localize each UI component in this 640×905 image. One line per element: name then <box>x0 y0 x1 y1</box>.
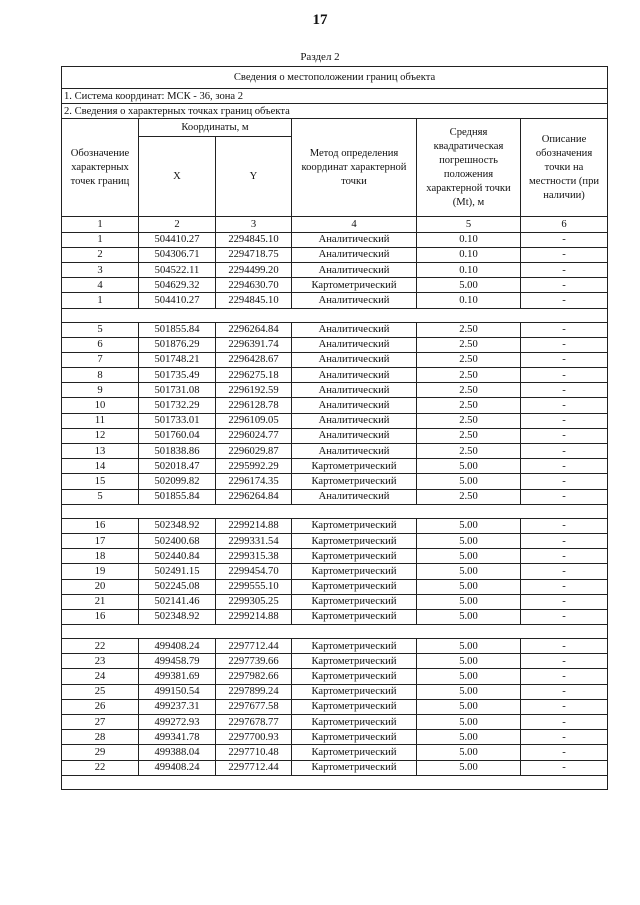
coord-x: 499381.69 <box>139 669 216 684</box>
coord-x: 499341.78 <box>139 730 216 745</box>
coord-x: 499458.79 <box>139 654 216 669</box>
error: 5.00 <box>417 594 521 609</box>
method: Аналитический <box>292 262 417 277</box>
coord-y: 2299555.10 <box>216 579 292 594</box>
point-number: 29 <box>62 745 139 760</box>
boundary-points-table <box>61 66 608 790</box>
coord-x: 502099.82 <box>139 474 216 489</box>
point-number: 15 <box>62 474 139 489</box>
error: 5.00 <box>417 669 521 684</box>
coord-x: 502491.15 <box>139 564 216 579</box>
coord-x: 501733.01 <box>139 413 216 428</box>
error: 2.50 <box>417 413 521 428</box>
method: Картометрический <box>292 549 417 564</box>
coord-x: 502348.92 <box>139 518 216 533</box>
table-row <box>62 489 608 504</box>
error: 0.10 <box>417 232 521 247</box>
point-number: 28 <box>62 730 139 745</box>
coord-y: 2296029.87 <box>216 444 292 459</box>
error: 5.00 <box>417 474 521 489</box>
point-number: 1 <box>62 293 139 308</box>
table-row <box>62 293 608 308</box>
description: - <box>521 654 608 669</box>
description: - <box>521 730 608 745</box>
point-number: 24 <box>62 669 139 684</box>
error: 2.50 <box>417 337 521 352</box>
method: Картометрический <box>292 745 417 760</box>
method: Картометрический <box>292 474 417 489</box>
description: - <box>521 322 608 337</box>
table-row <box>62 444 608 459</box>
table-row <box>62 262 608 277</box>
table-row <box>62 699 608 714</box>
method: Картометрический <box>292 459 417 474</box>
table-row <box>62 352 608 367</box>
group-separator-row <box>62 504 608 518</box>
table-row <box>62 760 608 775</box>
method: Картометрический <box>292 699 417 714</box>
table-row <box>62 413 608 428</box>
coord-y: 2297982.66 <box>216 669 292 684</box>
description: - <box>521 428 608 443</box>
error: 2.50 <box>417 352 521 367</box>
description: - <box>521 368 608 383</box>
description: - <box>521 489 608 504</box>
description: - <box>521 337 608 352</box>
table-row <box>62 594 608 609</box>
coord-y: 2299331.54 <box>216 533 292 548</box>
method: Картометрический <box>292 669 417 684</box>
method: Картометрический <box>292 609 417 624</box>
coord-x: 499388.04 <box>139 745 216 760</box>
point-number: 7 <box>62 352 139 367</box>
point-number: 18 <box>62 549 139 564</box>
table-row <box>62 368 608 383</box>
description: - <box>521 518 608 533</box>
coord-y: 2297710.48 <box>216 745 292 760</box>
header-x: X <box>139 137 216 217</box>
coord-y: 2297899.24 <box>216 684 292 699</box>
coord-x: 504410.27 <box>139 293 216 308</box>
method: Картометрический <box>292 594 417 609</box>
description: - <box>521 609 608 624</box>
coord-x: 504306.71 <box>139 247 216 262</box>
error: 2.50 <box>417 398 521 413</box>
coord-x: 499272.93 <box>139 715 216 730</box>
table-row <box>62 232 608 247</box>
coord-y: 2296174.35 <box>216 474 292 489</box>
description: - <box>521 459 608 474</box>
table-row <box>62 428 608 443</box>
point-number: 16 <box>62 518 139 533</box>
coord-y: 2296024.77 <box>216 428 292 443</box>
group-separator-row <box>62 625 608 639</box>
coord-x: 499237.31 <box>139 699 216 714</box>
point-number: 8 <box>62 368 139 383</box>
point-number: 25 <box>62 684 139 699</box>
coord-y: 2296128.78 <box>216 398 292 413</box>
description: - <box>521 398 608 413</box>
section-label: Раздел 2 <box>300 51 340 63</box>
coord-x: 504522.11 <box>139 262 216 277</box>
description: - <box>521 639 608 654</box>
coord-x: 504410.27 <box>139 232 216 247</box>
coord-y: 2294499.20 <box>216 262 292 277</box>
description: - <box>521 262 608 277</box>
coord-x: 501855.84 <box>139 489 216 504</box>
error: 5.00 <box>417 684 521 699</box>
description: - <box>521 549 608 564</box>
separator-cell <box>62 625 608 639</box>
method: Аналитический <box>292 444 417 459</box>
coord-x: 499408.24 <box>139 760 216 775</box>
method: Картометрический <box>292 278 417 293</box>
description: - <box>521 564 608 579</box>
method: Картометрический <box>292 760 417 775</box>
coord-x: 501876.29 <box>139 337 216 352</box>
point-number: 26 <box>62 699 139 714</box>
description: - <box>521 669 608 684</box>
method: Аналитический <box>292 293 417 308</box>
group-separator-row <box>62 308 608 322</box>
description: - <box>521 278 608 293</box>
table-row <box>62 398 608 413</box>
coord-x: 502400.68 <box>139 533 216 548</box>
error: 2.50 <box>417 322 521 337</box>
description: - <box>521 293 608 308</box>
coord-y: 2296264.84 <box>216 322 292 337</box>
method: Аналитический <box>292 398 417 413</box>
error: 5.00 <box>417 730 521 745</box>
point-number: 27 <box>62 715 139 730</box>
method: Аналитический <box>292 337 417 352</box>
column-number: 4 <box>292 217 417 232</box>
header-description: Описание обозначения точки на местности (при наличии) <box>521 119 608 217</box>
point-number: 5 <box>62 489 139 504</box>
table-row <box>62 669 608 684</box>
header-coordinates: Координаты, м <box>139 119 292 137</box>
description: - <box>521 352 608 367</box>
header-y: Y <box>216 137 292 217</box>
description: - <box>521 533 608 548</box>
point-number: 23 <box>62 654 139 669</box>
description: - <box>521 474 608 489</box>
point-number: 22 <box>62 639 139 654</box>
coord-y: 2299214.88 <box>216 609 292 624</box>
method: Аналитический <box>292 368 417 383</box>
point-number: 10 <box>62 398 139 413</box>
point-number: 13 <box>62 444 139 459</box>
method: Аналитический <box>292 247 417 262</box>
method: Аналитический <box>292 352 417 367</box>
description: - <box>521 232 608 247</box>
coord-x: 502018.47 <box>139 459 216 474</box>
point-number: 17 <box>62 533 139 548</box>
method: Картометрический <box>292 639 417 654</box>
description: - <box>521 699 608 714</box>
table-row <box>62 322 608 337</box>
method: Картометрический <box>292 715 417 730</box>
point-number: 3 <box>62 262 139 277</box>
table-row <box>62 474 608 489</box>
coord-y: 2296391.74 <box>216 337 292 352</box>
method: Аналитический <box>292 489 417 504</box>
description: - <box>521 715 608 730</box>
error: 5.00 <box>417 715 521 730</box>
method: Картометрический <box>292 518 417 533</box>
coord-x: 501731.08 <box>139 383 216 398</box>
coord-y: 2299214.88 <box>216 518 292 533</box>
point-number: 6 <box>62 337 139 352</box>
table-row <box>62 518 608 533</box>
separator-cell <box>62 775 608 789</box>
error: 5.00 <box>417 654 521 669</box>
error: 5.00 <box>417 549 521 564</box>
table-row <box>62 278 608 293</box>
coord-y: 2297739.66 <box>216 654 292 669</box>
header-designation: Обозначение характерных точек границ <box>62 119 139 217</box>
point-number: 9 <box>62 383 139 398</box>
coord-y: 2299454.70 <box>216 564 292 579</box>
method: Аналитический <box>292 322 417 337</box>
points-caption: 2. Сведения о характерных точках границ объекта <box>62 104 608 119</box>
coord-x: 501735.49 <box>139 368 216 383</box>
table-row <box>62 533 608 548</box>
error: 5.00 <box>417 699 521 714</box>
header-error: Средняя квадратическая погрешность положения характерной точки (Mt), м <box>417 119 521 217</box>
table-row <box>62 459 608 474</box>
coord-x: 502440.84 <box>139 549 216 564</box>
coordinate-system: 1. Система координат: МСК - 36, зона 2 <box>62 89 608 104</box>
coord-y: 2294845.10 <box>216 293 292 308</box>
column-numbers-row <box>62 217 608 232</box>
column-number: 1 <box>62 217 139 232</box>
description: - <box>521 413 608 428</box>
description: - <box>521 684 608 699</box>
error: 0.10 <box>417 262 521 277</box>
error: 2.50 <box>417 383 521 398</box>
column-number: 6 <box>521 217 608 232</box>
coord-y: 2296192.59 <box>216 383 292 398</box>
method: Картометрический <box>292 730 417 745</box>
coord-y: 2296428.67 <box>216 352 292 367</box>
point-number: 20 <box>62 579 139 594</box>
method: Аналитический <box>292 428 417 443</box>
table-row <box>62 745 608 760</box>
error: 0.10 <box>417 293 521 308</box>
column-number: 5 <box>417 217 521 232</box>
method: Картометрический <box>292 579 417 594</box>
point-number: 12 <box>62 428 139 443</box>
coord-y: 2297700.93 <box>216 730 292 745</box>
method: Картометрический <box>292 564 417 579</box>
error: 2.50 <box>417 444 521 459</box>
coord-y: 2294845.10 <box>216 232 292 247</box>
error: 5.00 <box>417 760 521 775</box>
table-row <box>62 654 608 669</box>
error: 5.00 <box>417 533 521 548</box>
page-number: 17 <box>312 12 328 28</box>
error: 5.00 <box>417 459 521 474</box>
error: 5.00 <box>417 518 521 533</box>
table-row <box>62 639 608 654</box>
point-number: 4 <box>62 278 139 293</box>
description: - <box>521 444 608 459</box>
error: 5.00 <box>417 745 521 760</box>
coord-x: 504629.32 <box>139 278 216 293</box>
table-row <box>62 247 608 262</box>
group-separator-row <box>62 775 608 789</box>
coord-x: 502245.08 <box>139 579 216 594</box>
point-number: 19 <box>62 564 139 579</box>
method: Картометрический <box>292 654 417 669</box>
column-number: 3 <box>216 217 292 232</box>
table-row <box>62 383 608 398</box>
point-number: 16 <box>62 609 139 624</box>
coord-x: 502141.46 <box>139 594 216 609</box>
coord-y: 2296264.84 <box>216 489 292 504</box>
method: Аналитический <box>292 232 417 247</box>
table-row <box>62 337 608 352</box>
coord-y: 2299305.25 <box>216 594 292 609</box>
point-number: 11 <box>62 413 139 428</box>
point-number: 5 <box>62 322 139 337</box>
coord-x: 501760.04 <box>139 428 216 443</box>
point-number: 14 <box>62 459 139 474</box>
coord-y: 2297678.77 <box>216 715 292 730</box>
coord-y: 2294630.70 <box>216 278 292 293</box>
coord-y: 2296275.18 <box>216 368 292 383</box>
error: 2.50 <box>417 428 521 443</box>
error: 5.00 <box>417 278 521 293</box>
error: 5.00 <box>417 579 521 594</box>
table-title: Сведения о местоположении границ объекта <box>62 67 608 89</box>
table-row <box>62 564 608 579</box>
error: 2.50 <box>417 489 521 504</box>
method: Картометрический <box>292 533 417 548</box>
description: - <box>521 594 608 609</box>
point-number: 1 <box>62 232 139 247</box>
coord-y: 2296109.05 <box>216 413 292 428</box>
description: - <box>521 579 608 594</box>
error: 5.00 <box>417 564 521 579</box>
point-number: 2 <box>62 247 139 262</box>
error: 5.00 <box>417 639 521 654</box>
coord-x: 499150.54 <box>139 684 216 699</box>
table-row <box>62 609 608 624</box>
error: 2.50 <box>417 368 521 383</box>
description: - <box>521 247 608 262</box>
column-number: 2 <box>139 217 216 232</box>
description: - <box>521 745 608 760</box>
coord-y: 2297712.44 <box>216 639 292 654</box>
coord-x: 501838.86 <box>139 444 216 459</box>
coord-y: 2299315.38 <box>216 549 292 564</box>
coord-y: 2295992.29 <box>216 459 292 474</box>
method: Аналитический <box>292 383 417 398</box>
description: - <box>521 383 608 398</box>
coord-x: 501732.29 <box>139 398 216 413</box>
separator-cell <box>62 308 608 322</box>
table-row <box>62 549 608 564</box>
header-method: Метод определения координат характерной точки <box>292 119 417 217</box>
coord-y: 2297712.44 <box>216 760 292 775</box>
method: Картометрический <box>292 684 417 699</box>
method: Аналитический <box>292 413 417 428</box>
table-row <box>62 579 608 594</box>
separator-cell <box>62 504 608 518</box>
description: - <box>521 760 608 775</box>
coord-y: 2297677.58 <box>216 699 292 714</box>
table-row <box>62 730 608 745</box>
point-number: 22 <box>62 760 139 775</box>
coord-x: 499408.24 <box>139 639 216 654</box>
table-row <box>62 684 608 699</box>
error: 0.10 <box>417 247 521 262</box>
point-number: 21 <box>62 594 139 609</box>
coord-y: 2294718.75 <box>216 247 292 262</box>
coord-x: 502348.92 <box>139 609 216 624</box>
error: 5.00 <box>417 609 521 624</box>
coord-x: 501748.21 <box>139 352 216 367</box>
coord-x: 501855.84 <box>139 322 216 337</box>
table-row <box>62 715 608 730</box>
